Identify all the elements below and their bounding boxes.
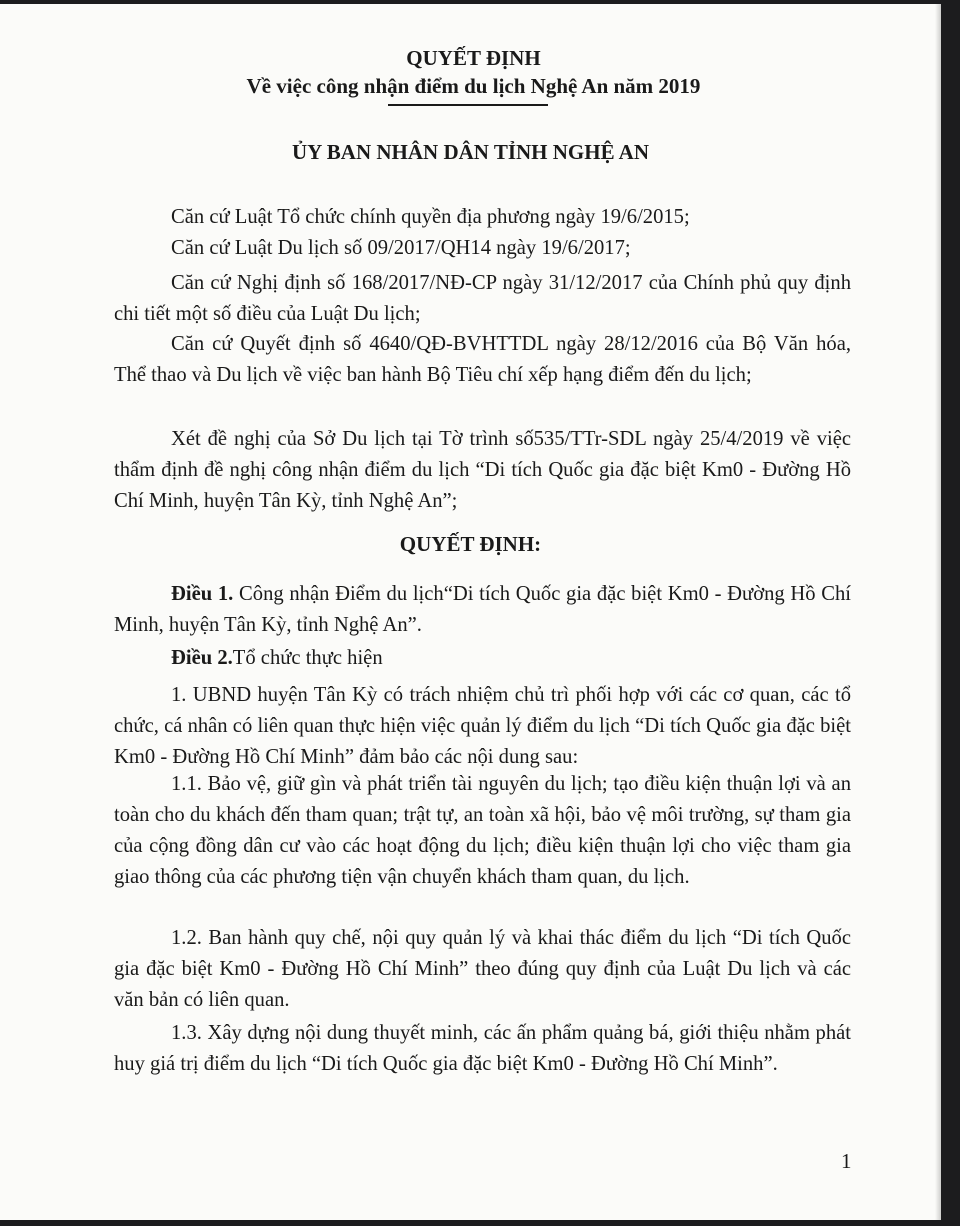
document-page bbox=[0, 4, 941, 1220]
article-1-label: Điều 1. bbox=[171, 583, 234, 605]
article-2 bbox=[114, 643, 851, 674]
item-1-3: 1.3. Xây dựng nội dung thuyết minh, các ấn phẩm quảng bá, giới thiệu nhằm phát huy giá trị điểm du lịch “Di tích Quốc gia đặc biệt Km0 - Đường Hồ Chí Minh”. bbox=[114, 1022, 851, 1075]
document-subtitle: Về việc công nhận điểm du lịch Nghệ An năm 2019 bbox=[246, 74, 701, 98]
item-1-2: 1.2. Ban hành quy chế, nội quy quản lý và khai thác điểm du lịch “Di tích Quốc gia đặc biệt Km0 - Đường Hồ Chí Minh” theo đúng quy định của Luật Du lịch và các văn bản có liên quan. bbox=[114, 927, 851, 1011]
legal-basis-2: Căn cứ Luật Du lịch số 09/2017/QH14 ngày 19/6/2017; bbox=[171, 237, 631, 259]
legal-basis-3: Căn cứ Nghị định số 168/2017/NĐ-CP ngày 31/12/2017 của Chính phủ quy định chi tiết một số điều của Luật Du lịch; bbox=[114, 272, 851, 325]
article-2-text: Tổ chức thực hiện bbox=[232, 647, 383, 669]
article-1 bbox=[114, 579, 851, 641]
page-number: 1 bbox=[841, 1149, 852, 1173]
legal-basis-4: Căn cứ Quyết định số 4640/QĐ-BVHTTDL ngày 28/12/2016 của Bộ Văn hóa, Thể thao và Du lịch về việc ban hành Bộ Tiêu chí xếp hạng điểm đến du lịch; bbox=[114, 333, 851, 386]
title-divider bbox=[388, 104, 548, 106]
item-1-1: 1.1. Bảo vệ, giữ gìn và phát triển tài nguyên du lịch; tạo điều kiện thuận lợi và an toàn cho du khách đến tham quan; trật tự, an toàn xã hội, bảo vệ môi trường, sự tham gia của cộng đồng dân cư vào các hoạt động du lịch; điều kiện thuận lợi cho việc tham gia giao thông của các phương tiện vận chuyển khách tham quan, du lịch. bbox=[114, 773, 851, 888]
legal-basis-proposal: Xét đề nghị của Sở Du lịch tại Tờ trình số535/TTr-SDL ngày 25/4/2019 về việc thẩm định đề nghị công nhận điểm du lịch “Di tích Quốc gia đặc biệt Km0 - Đường Hồ Chí Minh, huyện Tân Kỳ, tỉnh Nghệ An”; bbox=[114, 428, 851, 512]
article-2-label: Điều 2. bbox=[171, 647, 233, 669]
legal-basis-1: Căn cứ Luật Tổ chức chính quyền địa phương ngày 19/6/2015; bbox=[171, 206, 690, 228]
decision-heading: QUYẾT ĐỊNH: bbox=[399, 532, 542, 556]
article-1-text: Công nhận Điểm du lịch“Di tích Quốc gia đặc biệt Km0 - Đường Hồ Chí Minh, huyện Tân Kỳ, tỉnh Nghệ An”. bbox=[114, 583, 852, 636]
issuing-authority: ỦY BAN NHÂN DÂN TỈNH NGHỆ AN bbox=[291, 140, 650, 164]
item-1: 1. UBND huyện Tân Kỳ có trách nhiệm chủ trì phối hợp với các cơ quan, các tổ chức, cá nhân có liên quan thực hiện việc quản lý điểm du lịch “Di tích Quốc gia đặc biệt Km0 - Đường Hồ Chí Minh” đảm bảo các nội dung sau: bbox=[114, 684, 851, 768]
document-title: QUYẾT ĐỊNH bbox=[406, 46, 541, 70]
